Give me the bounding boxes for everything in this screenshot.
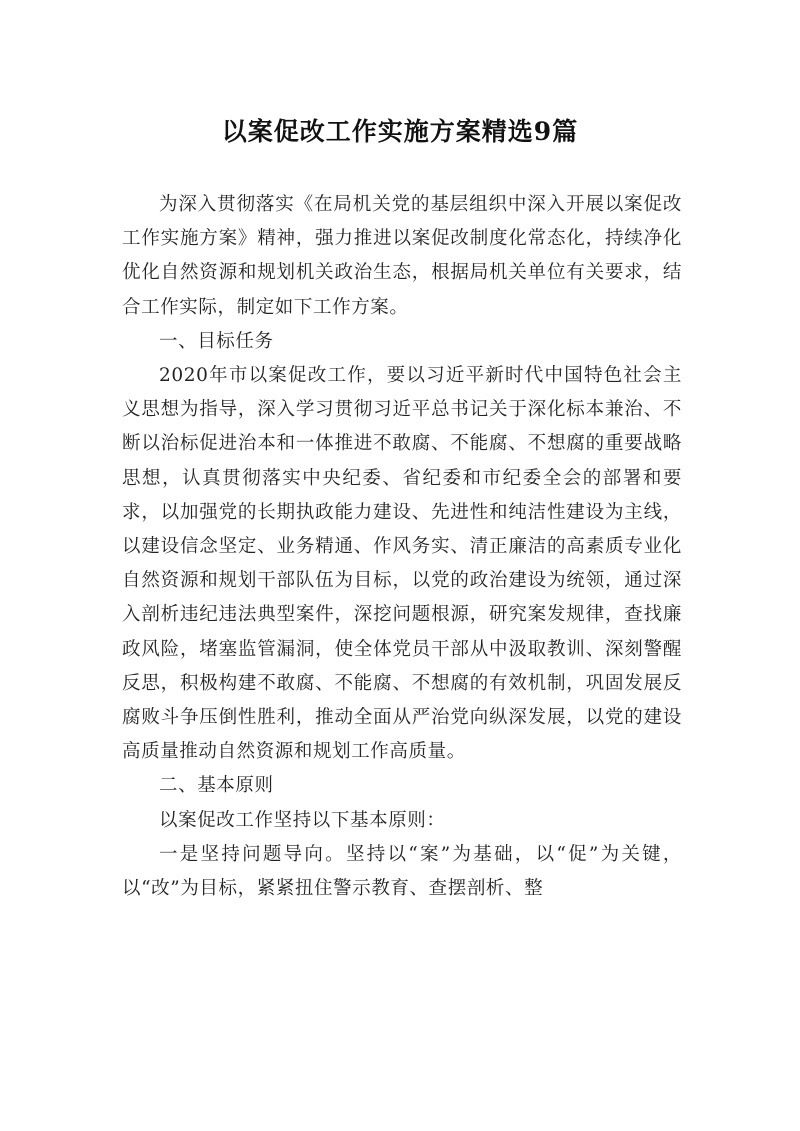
- section-heading-goals: 一、目标任务: [159, 330, 274, 352]
- intro-paragraph: 为深入贯彻落实《在局机关党的基层组织中深入开展以案促改工作实施方案》精神，强力推进以案促改制度化常态化，持续净化优化自然资源和规划机关政治生态，根据局机关单位有关要求，结合工作实际，制定如下工作方案。: [122, 194, 682, 318]
- document-body: [122, 188, 682, 906]
- section-heading-principles: 二、基本原则: [159, 775, 274, 797]
- document-title: 以案促改工作实施方案精选9篇: [221, 116, 579, 146]
- principle-one-paragraph: 一是坚持问题导向。坚持以“案”为基础，以“促”为关键，以“改”为目标，紧紧扭住警示教育、查摆剖析、整: [122, 843, 682, 900]
- goals-paragraph: 2020年市以案促改工作，要以习近平新时代中国特色社会主义思想为指导，深入学习贯彻习近平总书记关于深化标本兼治、不断以治标促进治本和一体推进不敢腐、不能腐、不想腐的重要战略思想，认真贯彻落实中央纪委、省纪委和市纪委全会的部署和要求，以加强党的长期执政能力建设、先进性和纯洁性建设为主线，以建设信念坚定、业务精通、作风务实、清正廉洁的高素质专业化自然资源和规划干部队伍为目标，以党的政治建设为统领，通过深入剖析违纪违法典型案件，深挖问题根源，研究案发规律，查找廉政风险，堵塞监管漏洞，使全体党员干部从中汲取教训、深刻警醒反思，积极构建不敢腐、不能腐、不想腐的有效机制，巩固发展反腐败斗争压倒性胜利，推动全面从严治党向纵深发展，以党的建设高质量推动自然资源和规划工作高质量。: [122, 365, 682, 763]
- principles-intro-paragraph: 以案促改工作坚持以下基本原则：: [159, 809, 446, 831]
